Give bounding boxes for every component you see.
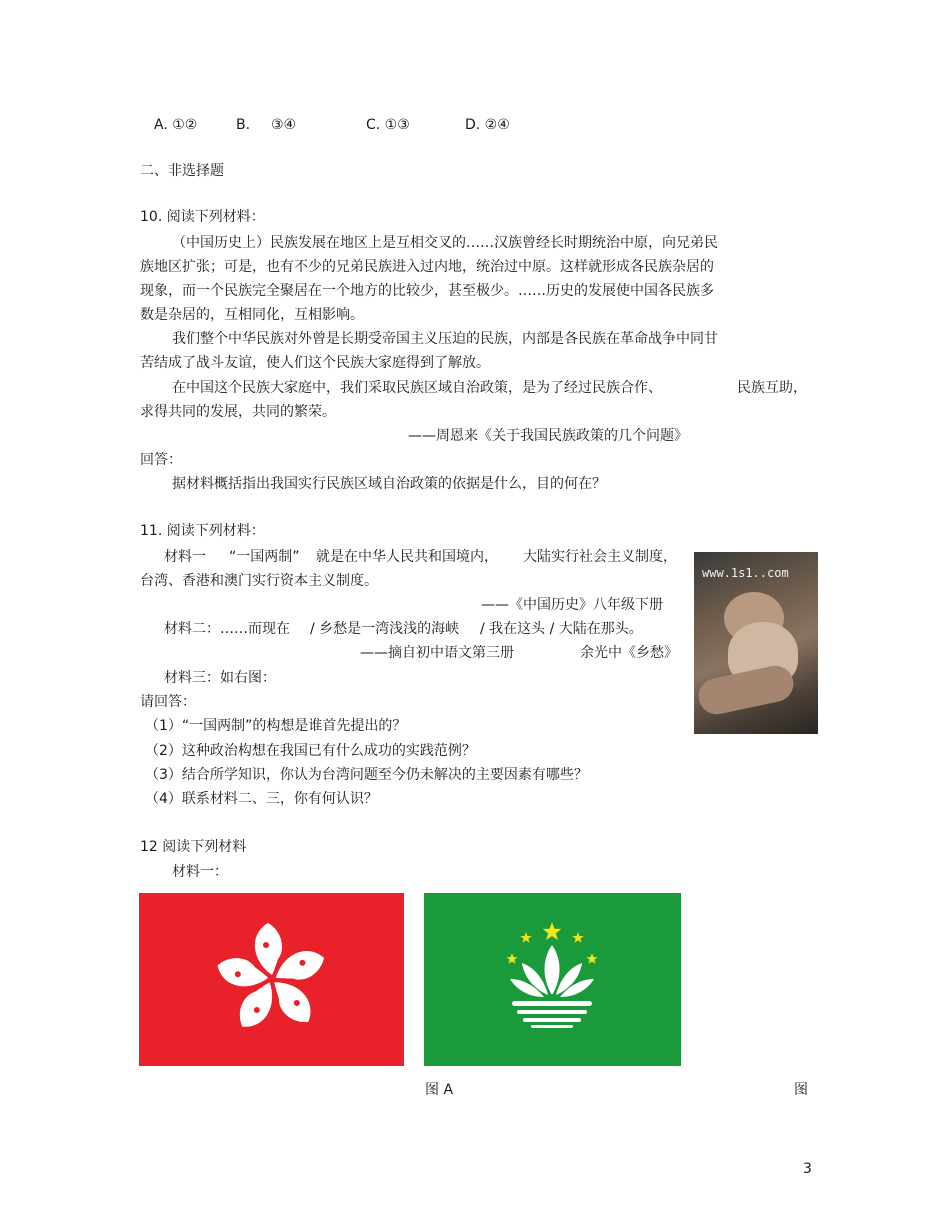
q12-material1-label: 材料一： — [172, 864, 228, 880]
option-b-label: B. — [236, 117, 251, 133]
q11-question: （4）联系材料二、三，你有何认识？ — [145, 791, 378, 807]
q10-title: 10. 阅读下列材料： — [140, 209, 265, 225]
q11-material1-text: 台湾、香港和澳门实行资本主义制度。 — [140, 573, 378, 589]
q11-material2-source: 余光中《乡愁》 — [580, 645, 678, 661]
q11-title: 11. 阅读下列材料： — [140, 523, 265, 539]
option-a: A. ①② — [154, 117, 198, 133]
q10-line: （中国历史上）民族发展在地区上是互相交叉的……汉族曾经长时期统治中原，向兄弟民 — [172, 235, 718, 251]
q10-line: 我们整个中华民族对外曾是长期受帝国主义压迫的民族，内部是各民族在革命战争中同甘 — [172, 331, 718, 347]
q11-material1-term: “一国两制” — [229, 549, 300, 565]
q10-answer-label: 回答： — [140, 452, 182, 468]
q11-material2-source: ——摘自初中语文第三册 — [360, 645, 514, 661]
q11-question: （2）这种政治构想在我国已有什么成功的实践范例？ — [145, 743, 476, 759]
caption-b: 图 — [794, 1082, 808, 1098]
q10-line: 苦结成了战斗友谊，使人们这个民族大家庭得到了解放。 — [140, 355, 490, 371]
q11-material1-text: 大陆实行社会主义制度， — [523, 549, 677, 565]
photo-watermark: www.1s1..com — [702, 566, 789, 580]
macau-flag — [424, 893, 681, 1066]
option-c: C. ①③ — [366, 117, 410, 133]
caption-a: 图 A — [425, 1082, 454, 1098]
q11-material2-poem: / 我在这头 / 大陆在那头。 — [480, 621, 643, 637]
reunion-photo — [694, 552, 818, 734]
q11-material2-poem: / 乡愁是一湾浅浅的海峡 — [310, 621, 460, 637]
page-number: 3 — [803, 1161, 812, 1177]
q10-line: 求得共同的发展，共同的繁荣。 — [140, 404, 336, 420]
q11-material3: 材料三：如右图： — [164, 670, 276, 686]
q11-material1-text: 就是在中华人民共和国境内， — [316, 549, 498, 565]
q11-question: （3）结合所学知识，你认为台湾问题至今仍未解决的主要因素有哪些？ — [145, 767, 588, 783]
q10-source: ——周恩来《关于我国民族政策的几个问题》 — [408, 428, 688, 444]
option-b-value: ③④ — [271, 117, 297, 133]
q10-line: 民族互助， — [737, 380, 807, 396]
option-d: D. ②④ — [465, 117, 510, 133]
q12-title: 12 阅读下列材料 — [140, 839, 247, 855]
q10-line: 在中国这个民族大家庭中，我们采取民族区域自治政策，是为了经过民族合作、 — [172, 380, 662, 396]
q11-material1-source: ——《中国历史》八年级下册 — [481, 597, 663, 613]
q10-line: 数是杂居的，互相同化，互相影响。 — [140, 307, 364, 323]
q11-material2-label: 材料二：……而现在 — [164, 621, 290, 637]
q11-material1-label: 材料一 — [164, 549, 206, 565]
section-heading: 二、非选择题 — [140, 163, 224, 179]
q10-line: 现象，而一个民族完全聚居在一个地方的比较少，甚至极少。……历史的发展使中国各民族多 — [140, 283, 714, 299]
q11-question: （1）“一国两制”的构想是谁首先提出的？ — [145, 718, 407, 734]
q10-line: 族地区扩张；可是，也有不少的兄弟民族进入过内地，统治过中原。这样就形成各民族杂居的 — [140, 259, 714, 275]
q10-question: 据材料概括指出我国实行民族区域自治政策的依据是什么，目的何在？ — [172, 476, 606, 492]
photo-figure — [695, 662, 796, 717]
q11-ask: 请回答： — [140, 694, 196, 710]
hong-kong-flag — [139, 893, 404, 1066]
